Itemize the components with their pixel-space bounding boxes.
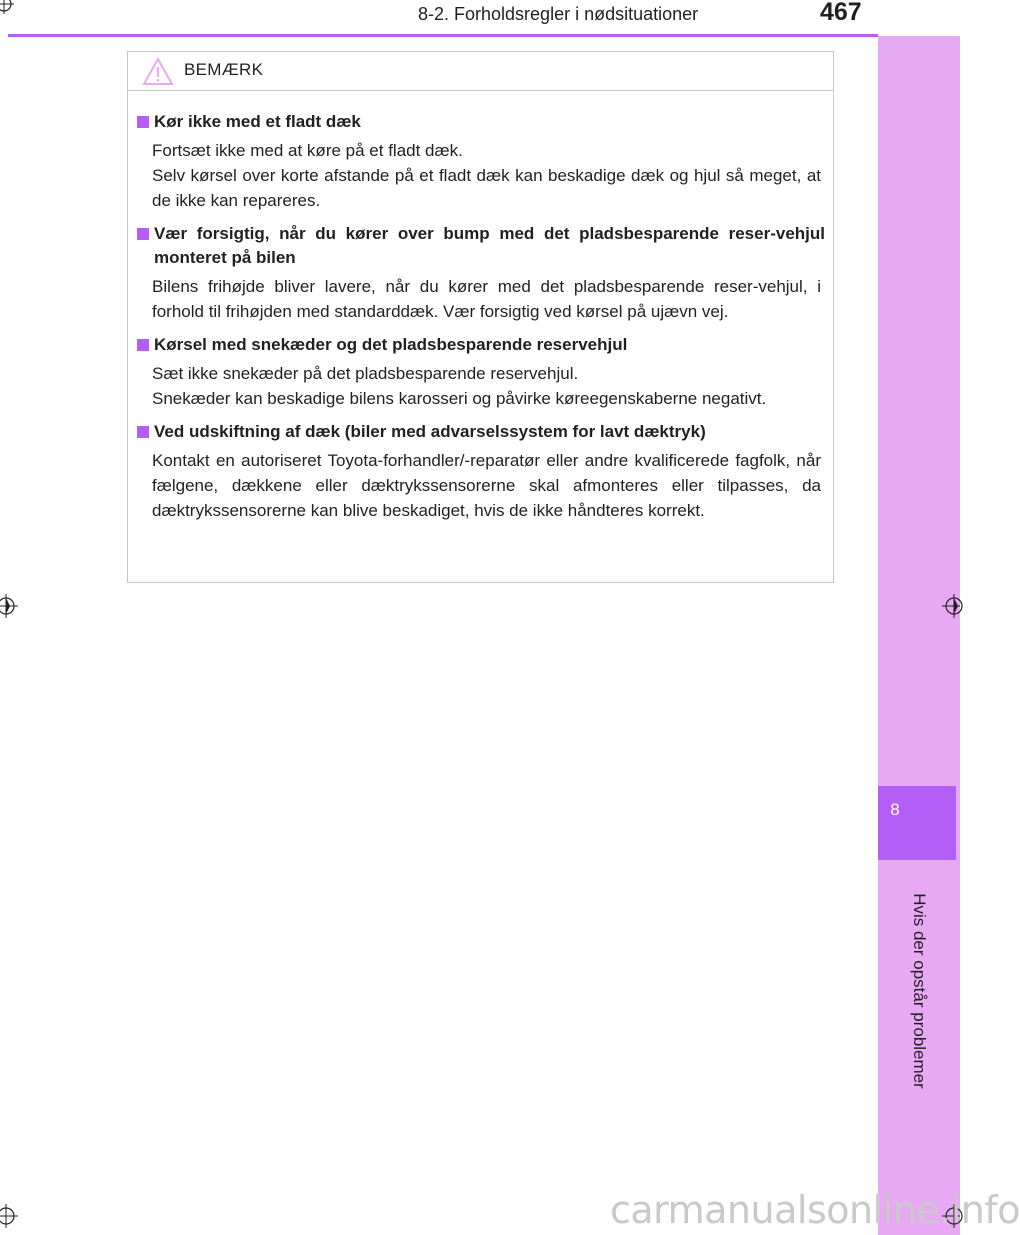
item-paragraph: Bilens frihøjde bliver lavere, når du kører med det pladsbesparende reser-vehjul, i forhold til frihøjden med standarddæk. Vær forsigtig ved kørsel på ujævn vej. [152, 277, 821, 321]
chapter-title: Hvis der opstår problemer [910, 893, 929, 1089]
chapter-number: 8 [890, 800, 900, 819]
item-body [128, 361, 833, 411]
bullet-square-icon [137, 426, 149, 438]
item-body [128, 138, 833, 213]
crop-mark-icon [0, 0, 22, 22]
item-title [128, 110, 833, 134]
item-paragraph: Sæt ikke snekæder på det pladsbesparende reservehjul. [152, 364, 579, 383]
bullet-square-icon [137, 116, 149, 128]
warning-triangle-icon [142, 57, 174, 86]
watermark: carmanualsonline.info [610, 1188, 1020, 1232]
bullet-square-icon [137, 228, 149, 240]
crop-mark-icon [0, 590, 24, 624]
crop-mark-icon [936, 590, 960, 624]
section-title: 8-2. Forholdsregler i nødsituationer [418, 4, 699, 24]
notice-content [128, 110, 833, 523]
item-title-text: Kørsel med snekæder og det pladsbesparende reservehjul [154, 335, 628, 354]
item-paragraph: Selv kørsel over korte afstande på et fladt dæk kan beskadige dæk og hjul så meget, at de ikke kan repareres. [152, 166, 821, 210]
item-title-text: Vær forsigtig, når du kører over bump med det pladsbesparende reser-vehjul monteret på bilen [154, 224, 825, 267]
item-title-text: Kør ikke med et fladt dæk [154, 112, 361, 131]
item-paragraph: Fortsæt ikke med at køre på et fladt dæk. [152, 141, 463, 160]
item-title-text: Ved udskiftning af dæk (biler med advarselssystem for lavt dæktryk) [154, 422, 706, 441]
item-paragraph: Kontakt en autoriseret Toyota-forhandler/-reparatør eller andre kvalificerede fagfolk, når fælgene, dækkene eller dæktrykssensorerne skal afmonteres eller tilpasses, da dæktrykssensorerne kan blive beskadiget, hvis de ikke håndteres korrekt. [152, 451, 821, 520]
notice-label: BEMÆRK [184, 60, 264, 79]
header-rule [8, 34, 878, 37]
crop-mark-icon [0, 1200, 24, 1235]
item-body [128, 274, 833, 324]
item-title [128, 222, 833, 270]
item-body [128, 448, 833, 523]
notice-box [127, 51, 834, 583]
bullet-square-icon [137, 339, 149, 351]
item-title [128, 420, 833, 444]
chapter-number-box [878, 786, 956, 860]
page-number: 467 [820, 0, 862, 26]
item-title [128, 333, 833, 357]
item-paragraph: Snekæder kan beskadige bilens karosseri og påvirke køreegenskaberne negativt. [152, 389, 767, 408]
notice-header [128, 52, 833, 91]
